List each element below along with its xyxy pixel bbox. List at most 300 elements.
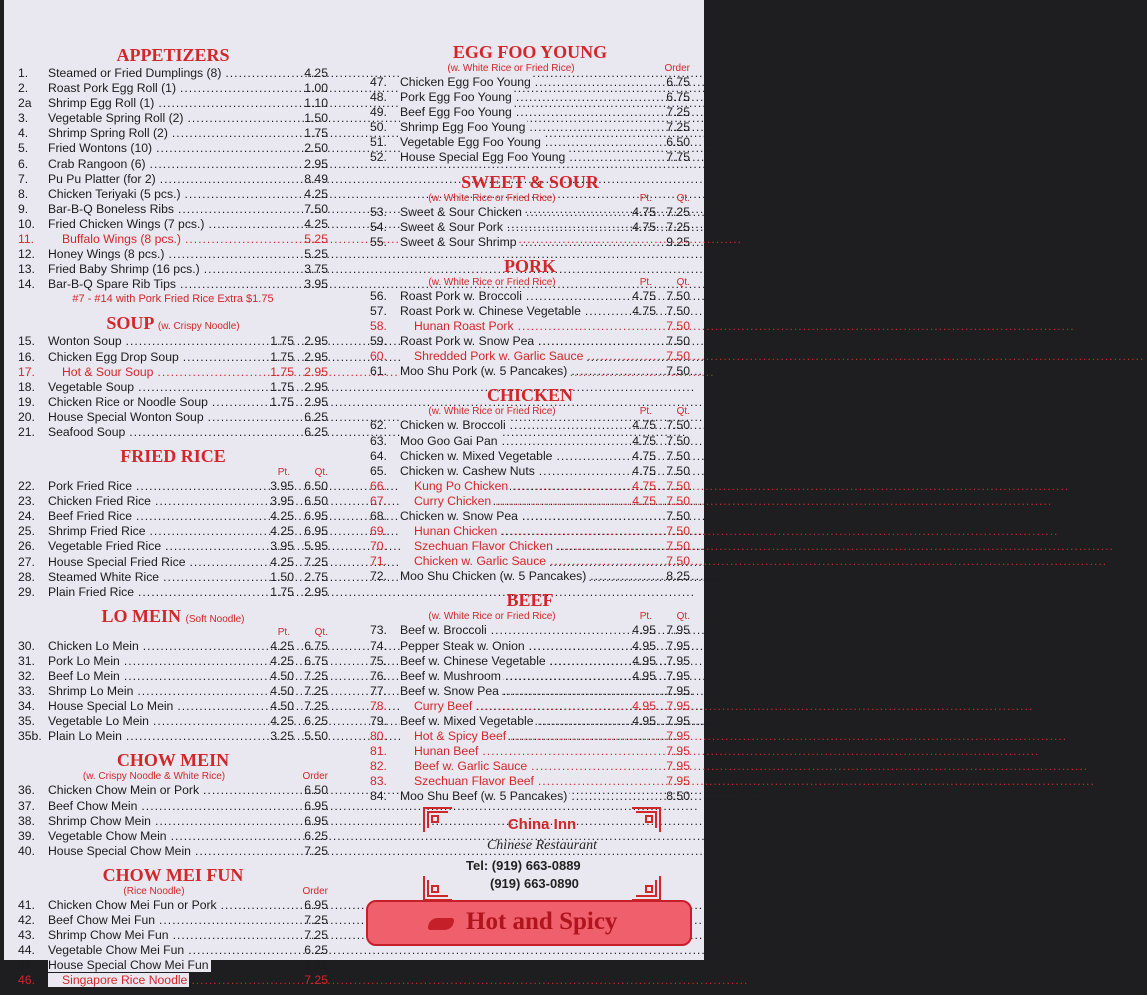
item-name-text: Fried Chicken Wings (7 pcs.) (48, 216, 205, 231)
menu-item (18, 729, 328, 744)
item-name (400, 105, 622, 120)
item-name-text: Beef w. Snow Pea (400, 683, 499, 698)
chili-pepper-icon (400, 484, 411, 489)
chili-pepper-icon (400, 764, 411, 769)
item-name (48, 141, 260, 156)
menu-item (18, 334, 328, 349)
price-quart: 5.95 (304, 539, 328, 554)
menu-item (18, 639, 328, 654)
item-number: 65. (370, 463, 387, 478)
price-quart: 4.25 (304, 66, 328, 80)
menu-item (18, 783, 328, 798)
item-name-text: Chicken w. Broccoli (400, 418, 506, 433)
item-name (400, 349, 622, 364)
price-header-pint: Pt. (639, 276, 652, 288)
price-quart: 7.25 (666, 120, 690, 135)
item-number: 25. (18, 524, 35, 539)
item-number: 24. (18, 509, 35, 524)
section-title-text: BEEF (506, 590, 554, 611)
item-number: 31. (18, 653, 35, 668)
item-name (48, 187, 260, 202)
item-name-text: Moo Shu Chicken (w. 5 Pancakes) (400, 569, 587, 584)
item-name-text: Pork Lo Mein (48, 653, 120, 668)
item-number: 16. (18, 349, 35, 364)
item-name-text: Moo Goo Gai Pan (400, 433, 498, 448)
item-name (400, 509, 622, 524)
item-name-text: Curry Chicken (414, 493, 492, 508)
menu-item (18, 585, 328, 600)
item-name (400, 669, 622, 684)
item-name (48, 639, 260, 654)
item-name-text: Pepper Steak w. Onion (400, 638, 525, 653)
price-quart: 7.50 (666, 463, 690, 478)
item-name (48, 111, 260, 126)
item-name-text: House Special Lo Mein (48, 699, 174, 714)
item-name-text: Szechuan Flavor Chicken (414, 539, 553, 554)
section-title-text: SOUP (106, 313, 154, 334)
section-gap (18, 989, 328, 995)
item-name-text: Shrimp Chow Mei Fun (48, 928, 169, 943)
price-quart: 6.25 (304, 943, 328, 958)
price-pint: 4.25 (270, 638, 294, 653)
menu-item (370, 334, 690, 349)
item-name (48, 66, 260, 81)
price-pint: 4.25 (270, 509, 294, 524)
item-number: 71. (370, 554, 387, 569)
price-header-pint: Pt. (639, 406, 652, 418)
item-name (48, 729, 260, 744)
price-quart: 1.75 (304, 126, 328, 141)
price-quart: 7.25 (666, 219, 690, 234)
price-pint: 1.75 (270, 349, 294, 364)
item-number: 35b. (18, 729, 42, 744)
menu-item (18, 958, 328, 973)
item-number: 12. (18, 247, 35, 262)
menu-item (18, 844, 328, 859)
item-name-text: Chicken w. Snow Pea (400, 508, 518, 523)
section-note: (Soft Noodle) (185, 613, 245, 625)
price-quart: 1.10 (304, 96, 328, 111)
price-header-pint: Pt. (277, 626, 290, 638)
item-name-text: Pork Fried Rice (48, 479, 132, 494)
item-name-text: Hot & Spicy Beef (414, 729, 507, 744)
item-name-text: Shrimp Lo Mein (48, 684, 134, 699)
menu-page (4, 0, 704, 988)
chili-pepper-icon (48, 237, 59, 242)
price-quart: 7.25 (304, 928, 328, 943)
item-number: 53. (370, 204, 387, 219)
item-name (400, 364, 622, 379)
menu-item (18, 943, 328, 958)
price-pint: 3.95 (270, 479, 294, 494)
item-name-text: Crab Rangoon (6) (48, 156, 146, 171)
item-name (48, 509, 260, 524)
item-name (48, 81, 260, 96)
price-quart: 7.25 (304, 669, 328, 683)
item-name (48, 585, 260, 600)
chili-pepper-icon (428, 918, 454, 930)
price-quart: 7.25 (304, 913, 328, 928)
item-name (400, 729, 622, 744)
item-number: 80. (370, 729, 387, 744)
item-number: 17. (18, 364, 35, 379)
price-quart: 7.25 (304, 684, 328, 699)
section-subnote: (w. White Rice or Fried Rice) (428, 611, 556, 623)
item-number: 7. (18, 171, 29, 186)
item-name-text: Steamed White Rice (48, 569, 160, 584)
item-name (48, 247, 260, 262)
price-header-quart: Order (664, 63, 690, 74)
item-number: 10. (18, 216, 35, 231)
item-name (48, 479, 260, 494)
item-name-text: Roast Pork w. Chinese Vegetable (400, 303, 581, 318)
item-name (400, 714, 622, 729)
price-pint: 4.25 (270, 524, 294, 539)
item-number: 55. (370, 234, 387, 249)
item-number: 75. (370, 653, 387, 668)
item-name (48, 410, 260, 425)
menu-item (18, 799, 328, 814)
price-pint: 4.75 (632, 303, 656, 318)
menu-item (370, 75, 690, 90)
item-number: 49. (370, 105, 387, 120)
section-title-text: FRIED RICE (120, 446, 226, 467)
item-number: 21. (18, 424, 35, 439)
menu-item (18, 570, 328, 585)
item-name-text: Sweet & Sour Shrimp (400, 234, 517, 249)
item-name-text: Chicken Chow Mei Fun or Pork (48, 897, 217, 912)
item-number: 83. (370, 774, 387, 789)
price-pint: 1.50 (270, 569, 294, 584)
item-number: 84. (370, 789, 387, 804)
price-pint: 4.95 (632, 698, 656, 713)
item-name-text: Chicken Teriyaki (5 pcs.) (48, 186, 181, 201)
item-name-text: Beef w. Chinese Vegetable (400, 653, 546, 668)
item-name (48, 654, 260, 669)
price-pint: 4.75 (632, 463, 656, 478)
price-pint: 1.75 (270, 379, 294, 394)
item-number: 77. (370, 683, 387, 698)
item-number: 13. (18, 262, 35, 277)
item-name-text: Sweet & Sour Chicken (400, 204, 522, 219)
item-name (48, 494, 260, 509)
item-name-text: Chicken w. Mixed Vegetable (400, 448, 553, 463)
menu-item (370, 364, 690, 379)
item-name-text: Hunan Chicken (414, 524, 498, 539)
corner-ornament-icon (422, 874, 456, 902)
item-name-text: Roast Pork Egg Roll (1) (48, 81, 177, 96)
menu-item (370, 349, 690, 364)
price-quart: 7.95 (666, 653, 690, 668)
menu-item (18, 555, 328, 570)
menu-item (18, 202, 328, 217)
item-name-text: Roast Pork w. Snow Pea (400, 334, 535, 349)
item-number: 58. (370, 319, 387, 334)
item-number: 14. (18, 277, 35, 292)
chili-pepper-icon (400, 734, 411, 739)
item-name (400, 418, 622, 433)
item-number: 47. (370, 75, 387, 89)
item-number: 22. (18, 479, 35, 494)
price-quart: 9.25 (666, 234, 690, 249)
item-name (48, 262, 260, 277)
menu-item (18, 81, 328, 96)
menu-item (18, 410, 328, 425)
chili-pepper-icon (48, 369, 59, 374)
item-number: 6. (18, 156, 29, 171)
item-name-text: Fried Wontons (10) (48, 141, 153, 156)
price-quart: 8.25 (666, 569, 690, 584)
item-name (48, 350, 260, 365)
price-quart: 7.50 (666, 319, 690, 334)
price-quart: 4.25 (304, 186, 328, 201)
section-subnote (18, 627, 252, 639)
section-subheader (370, 406, 690, 418)
item-name-text: Moo Shu Pork (w. 5 Pancakes) (400, 364, 568, 379)
price-quart: 7.50 (666, 508, 690, 523)
item-name-text: Pork Egg Foo Young (400, 90, 512, 105)
section-subheader (18, 467, 328, 479)
item-number: 19. (18, 394, 35, 409)
section-subnote: (w. White Rice or Fried Rice) (428, 276, 556, 288)
menu-item (370, 729, 690, 744)
item-name-text: Singapore Rice Noodle (62, 973, 188, 988)
item-number: 43. (18, 928, 35, 943)
item-number: 2. (18, 81, 29, 96)
price-quart: 7.25 (304, 973, 328, 988)
item-name (48, 570, 260, 585)
item-name (48, 395, 260, 410)
item-name-text: Seafood Soup (48, 424, 126, 439)
menu-item (18, 524, 328, 539)
menu-item (18, 898, 328, 913)
item-number: 37. (18, 798, 35, 813)
price-quart: 7.95 (666, 759, 690, 774)
section-title-text: APPETIZERS (116, 45, 230, 65)
section-title (18, 606, 328, 627)
item-name-text: Shrimp Egg Foo Young (400, 120, 526, 135)
item-name (48, 669, 260, 684)
item-name (48, 913, 260, 928)
price-quart: 6.50 (304, 479, 328, 494)
price-pint: 4.75 (632, 288, 656, 303)
item-name-text: Szechuan Flavor Beef (414, 774, 534, 789)
menu-item (370, 479, 690, 494)
menu-item (18, 684, 328, 699)
price-quart: 6.75 (666, 75, 690, 89)
price-header-quart: Qt. (676, 611, 690, 623)
chili-pepper-icon (48, 978, 59, 983)
item-number: 5. (18, 141, 29, 156)
item-name-text: Vegetable Chow Mein (48, 828, 167, 843)
price-quart: 2.75 (304, 569, 328, 584)
price-quart: 7.95 (666, 638, 690, 653)
right-column (370, 42, 690, 811)
price-quart: 7.50 (666, 493, 690, 508)
price-pint: 4.75 (632, 433, 656, 448)
chili-pepper-icon (400, 499, 411, 504)
item-name (48, 232, 260, 247)
item-number: 3. (18, 111, 29, 126)
price-pint: 4.75 (632, 448, 656, 463)
price-header-quart: Qt. (676, 276, 690, 288)
menu-item (370, 205, 690, 220)
menu-item (370, 524, 690, 539)
item-number: 69. (370, 524, 387, 539)
item-number: 63. (370, 433, 387, 448)
menu-item (370, 789, 690, 804)
menu-item (370, 684, 690, 699)
item-number: 34. (18, 699, 35, 714)
item-name-text: Vegetable Spring Roll (2) (48, 111, 184, 126)
item-name (400, 205, 622, 220)
price-quart: 5.50 (304, 729, 328, 744)
item-number: 45. (18, 958, 35, 973)
item-name (48, 783, 260, 798)
price-pint: 4.25 (270, 714, 294, 729)
section-title (18, 750, 328, 771)
item-name-text: Buffalo Wings (8 pcs.) (62, 232, 181, 247)
price-pint: 1.75 (270, 334, 294, 349)
section-subheader (18, 886, 328, 898)
section-title (370, 42, 690, 63)
item-name (400, 319, 622, 334)
price-quart: 7.50 (666, 433, 690, 448)
section-note: (w. Crispy Noodle) (157, 321, 240, 333)
price-quart: 7.95 (666, 683, 690, 698)
item-number: 46. (18, 973, 35, 988)
price-quart: 6.50 (304, 494, 328, 509)
item-name (48, 539, 260, 554)
price-quart: 6.75 (304, 638, 328, 653)
menu-item (18, 217, 328, 232)
menu-item (18, 111, 328, 126)
section-subnote: (w. White Rice or Fried Rice) (428, 406, 556, 418)
item-name (400, 774, 622, 789)
item-name (48, 126, 260, 141)
item-name-text: Vegetable Soup (48, 379, 135, 394)
price-quart: 7.50 (666, 539, 690, 554)
item-name-text: Pu Pu Platter (for 2) (48, 171, 156, 186)
price-header-quart: Qt. (676, 406, 690, 418)
item-number: 39. (18, 828, 35, 843)
item-number: 61. (370, 364, 387, 379)
item-number: 30. (18, 638, 35, 653)
price-quart: 5.25 (304, 232, 328, 247)
item-number: 76. (370, 668, 387, 683)
chili-pepper-icon (400, 324, 411, 329)
item-number: 72. (370, 569, 387, 584)
item-name (400, 150, 622, 165)
section-title-text: CHICKEN (486, 385, 573, 406)
item-name (400, 569, 622, 584)
item-name-text: Bar-B-Q Spare Rib Tips (48, 277, 177, 292)
item-number: 44. (18, 943, 35, 958)
item-name (400, 554, 622, 569)
item-name-text: Vegetable Lo Mein (48, 714, 149, 729)
section-title-text: PORK (504, 255, 556, 276)
price-quart: 7.50 (304, 201, 328, 216)
item-name-text: Chicken Lo Mein (48, 638, 139, 653)
price-pint: 4.95 (632, 714, 656, 728)
menu-item (370, 235, 690, 250)
item-name-text: Chicken Rice or Noodle Soup (48, 394, 208, 409)
chili-pepper-icon (400, 704, 411, 709)
item-name-text: Bar-B-Q Boneless Ribs (48, 201, 174, 216)
menu-item (18, 66, 328, 81)
price-quart: 7.95 (666, 668, 690, 683)
price-pint: 1.75 (270, 364, 294, 379)
item-name-text: Fried Baby Shrimp (16 pcs.) (48, 262, 200, 277)
phone-number-2: (919) 663-0890 (490, 876, 579, 891)
item-name-text: Beef Chow Mein (48, 798, 138, 813)
item-number: 4. (18, 126, 29, 141)
item-name (400, 479, 622, 494)
price-quart: 2.95 (304, 156, 328, 171)
menu-item (18, 814, 328, 829)
price-pint: 4.75 (632, 493, 656, 508)
chili-pepper-icon (400, 529, 411, 534)
item-name-text: Chicken w. Garlic Sauce (414, 554, 547, 569)
menu-item (370, 639, 690, 654)
price-quart: 7.25 (304, 554, 328, 569)
menu-item (18, 157, 328, 172)
item-name-text: Honey Wings (8 pcs.) (48, 247, 165, 262)
item-number: 67. (370, 493, 387, 508)
item-name-text: Vegetable Fried Rice (48, 539, 162, 554)
item-name (48, 157, 260, 172)
section-title (370, 256, 690, 277)
price-quart: 6.95 (304, 509, 328, 524)
menu-item (18, 699, 328, 714)
section-subheader (370, 193, 690, 205)
price-quart: 1.50 (304, 111, 328, 126)
item-name-text: Chicken Egg Foo Young (400, 75, 531, 89)
item-name-text: Beef Fried Rice (48, 509, 132, 524)
price-header-quart: Qt. (314, 626, 328, 638)
price-quart: 2.95 (304, 584, 328, 599)
section-subheader (370, 277, 690, 289)
item-name (48, 973, 260, 988)
menu-item (370, 744, 690, 759)
menu-item (18, 96, 328, 111)
item-name-text: Vegetable Egg Foo Young (400, 135, 541, 150)
item-number: 51. (370, 135, 387, 150)
section-title-text: LO MEIN (101, 605, 182, 626)
price-quart: 5.25 (304, 247, 328, 262)
price-quart: 7.50 (666, 334, 690, 349)
item-name-text: House Special Chow Mein (48, 843, 191, 858)
item-name-text: Hunan Roast Pork (414, 319, 514, 334)
menu-item (18, 232, 328, 247)
item-number: 33. (18, 684, 35, 699)
item-number: 32. (18, 669, 35, 683)
menu-item (18, 126, 328, 141)
item-name-text: Shrimp Spring Roll (2) (48, 126, 168, 141)
price-quart: 7.50 (666, 448, 690, 463)
item-number: 73. (370, 623, 387, 638)
item-name (400, 434, 622, 449)
chili-pepper-icon (400, 779, 411, 784)
item-name (400, 289, 622, 304)
price-header-pint: Pt. (639, 611, 652, 623)
item-number: 42. (18, 913, 35, 928)
section-subheader (18, 627, 328, 639)
item-name (48, 844, 260, 859)
menu-item (18, 669, 328, 684)
price-pint: 4.95 (632, 623, 656, 638)
section-title (370, 385, 690, 406)
